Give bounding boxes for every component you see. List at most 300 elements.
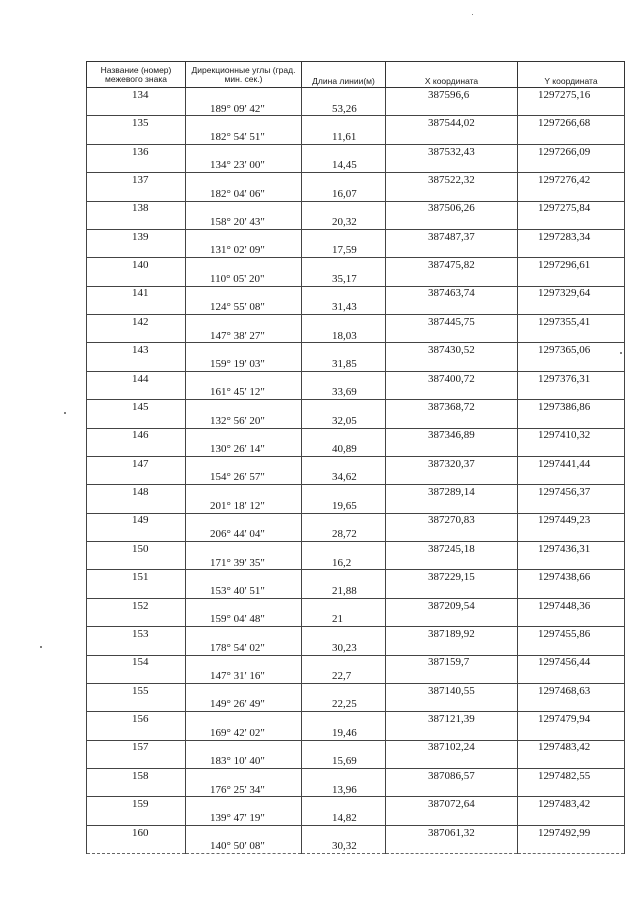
scan-speck — [472, 14, 473, 15]
empty-angle-cell — [186, 400, 302, 414]
segment-row — [87, 272, 625, 286]
empty-y-cell — [518, 669, 625, 683]
segment-row — [87, 527, 625, 541]
x-coordinate: 387487,37 — [386, 229, 518, 243]
empty-length-cell — [302, 570, 386, 584]
point-number: 141 — [87, 286, 186, 300]
empty-angle-cell — [186, 598, 302, 612]
segment-row — [87, 669, 625, 683]
point-row — [87, 485, 625, 499]
point-row — [87, 769, 625, 783]
point-number: 137 — [87, 173, 186, 187]
direction-angle: 178° 54' 02" — [186, 641, 302, 655]
empty-angle-cell — [186, 570, 302, 584]
point-row — [87, 570, 625, 584]
point-row — [87, 456, 625, 470]
empty-angle-cell — [186, 371, 302, 385]
segment-row — [87, 329, 625, 343]
line-length: 16,2 — [302, 556, 386, 570]
point-row — [87, 371, 625, 385]
segment-row — [87, 442, 625, 456]
line-length: 32,05 — [302, 414, 386, 428]
empty-y-cell — [518, 783, 625, 797]
line-length: 34,62 — [302, 471, 386, 485]
direction-angle: 132° 56' 20" — [186, 414, 302, 428]
empty-length-cell — [302, 343, 386, 357]
empty-angle-cell — [186, 797, 302, 811]
empty-length-cell — [302, 542, 386, 556]
line-length: 19,65 — [302, 499, 386, 513]
point-row — [87, 144, 625, 158]
segment-row — [87, 414, 625, 428]
empty-name-cell — [87, 669, 186, 683]
header-length: Длина линии(м) — [302, 62, 386, 88]
point-number: 150 — [87, 542, 186, 556]
empty-x-cell — [386, 471, 518, 485]
segment-row — [87, 158, 625, 172]
empty-angle-cell — [186, 712, 302, 726]
empty-length-cell — [302, 315, 386, 329]
segment-row — [87, 641, 625, 655]
empty-angle-cell — [186, 144, 302, 158]
empty-y-cell — [518, 158, 625, 172]
empty-angle-cell — [186, 229, 302, 243]
empty-y-cell — [518, 300, 625, 314]
empty-name-cell — [87, 726, 186, 740]
line-length: 16,07 — [302, 187, 386, 201]
empty-y-cell — [518, 102, 625, 116]
point-row — [87, 598, 625, 612]
x-coordinate: 387209,54 — [386, 598, 518, 612]
empty-name-cell — [87, 471, 186, 485]
point-number: 147 — [87, 456, 186, 470]
x-coordinate: 387544,02 — [386, 116, 518, 130]
empty-x-cell — [386, 385, 518, 399]
direction-angle: 147° 31' 16" — [186, 669, 302, 683]
line-length: 30,32 — [302, 839, 386, 853]
empty-name-cell — [87, 244, 186, 258]
point-number: 160 — [87, 825, 186, 839]
empty-angle-cell — [186, 485, 302, 499]
y-coordinate: 1297482,55 — [518, 769, 625, 783]
direction-angle: 154° 26' 57" — [186, 471, 302, 485]
direction-angle: 182° 04' 06" — [186, 187, 302, 201]
line-length: 21,88 — [302, 584, 386, 598]
empty-y-cell — [518, 187, 625, 201]
empty-x-cell — [386, 329, 518, 343]
empty-name-cell — [87, 584, 186, 598]
point-number: 135 — [87, 116, 186, 130]
point-row — [87, 173, 625, 187]
point-number: 144 — [87, 371, 186, 385]
point-row — [87, 229, 625, 243]
y-coordinate: 1297355,41 — [518, 315, 625, 329]
empty-x-cell — [386, 669, 518, 683]
empty-angle-cell — [186, 258, 302, 272]
x-coordinate: 387061,32 — [386, 825, 518, 839]
direction-angle: 130° 26' 14" — [186, 442, 302, 456]
direction-angle: 158° 20' 43" — [186, 215, 302, 229]
x-coordinate: 387596,6 — [386, 88, 518, 102]
empty-y-cell — [518, 726, 625, 740]
direction-angle: 161° 45' 12" — [186, 385, 302, 399]
empty-x-cell — [386, 102, 518, 116]
empty-name-cell — [87, 556, 186, 570]
empty-name-cell — [87, 612, 186, 626]
x-coordinate: 387368,72 — [386, 400, 518, 414]
point-number: 138 — [87, 201, 186, 215]
direction-angle: 153° 40' 51" — [186, 584, 302, 598]
empty-name-cell — [87, 641, 186, 655]
empty-name-cell — [87, 499, 186, 513]
segment-row — [87, 839, 625, 853]
x-coordinate: 387445,75 — [386, 315, 518, 329]
y-coordinate: 1297283,34 — [518, 229, 625, 243]
direction-angle: 139° 47' 19" — [186, 811, 302, 825]
empty-x-cell — [386, 442, 518, 456]
line-length: 15,69 — [302, 754, 386, 768]
empty-name-cell — [87, 442, 186, 456]
empty-name-cell — [87, 385, 186, 399]
empty-x-cell — [386, 187, 518, 201]
empty-y-cell — [518, 641, 625, 655]
empty-x-cell — [386, 300, 518, 314]
line-length: 40,89 — [302, 442, 386, 456]
point-number: 151 — [87, 570, 186, 584]
empty-angle-cell — [186, 655, 302, 669]
empty-angle-cell — [186, 315, 302, 329]
empty-length-cell — [302, 598, 386, 612]
point-number: 136 — [87, 144, 186, 158]
y-coordinate: 1297410,32 — [518, 428, 625, 442]
empty-length-cell — [302, 371, 386, 385]
empty-x-cell — [386, 244, 518, 258]
point-row — [87, 428, 625, 442]
empty-angle-cell — [186, 825, 302, 839]
x-coordinate: 387159,7 — [386, 655, 518, 669]
empty-angle-cell — [186, 740, 302, 754]
x-coordinate: 387072,64 — [386, 797, 518, 811]
x-coordinate: 387245,18 — [386, 542, 518, 556]
direction-angle: 206° 44' 04" — [186, 527, 302, 541]
line-length: 17,59 — [302, 244, 386, 258]
header-x: X координата — [386, 62, 518, 88]
empty-y-cell — [518, 612, 625, 626]
point-number: 140 — [87, 258, 186, 272]
line-length: 14,45 — [302, 158, 386, 172]
empty-x-cell — [386, 215, 518, 229]
empty-angle-cell — [186, 456, 302, 470]
empty-x-cell — [386, 499, 518, 513]
empty-length-cell — [302, 627, 386, 641]
empty-length-cell — [302, 769, 386, 783]
empty-length-cell — [302, 229, 386, 243]
point-row — [87, 116, 625, 130]
empty-x-cell — [386, 584, 518, 598]
empty-angle-cell — [186, 201, 302, 215]
empty-name-cell — [87, 783, 186, 797]
point-row — [87, 655, 625, 669]
y-coordinate: 1297483,42 — [518, 797, 625, 811]
segment-row — [87, 215, 625, 229]
x-coordinate: 387320,37 — [386, 456, 518, 470]
point-number: 154 — [87, 655, 186, 669]
empty-length-cell — [302, 286, 386, 300]
point-row — [87, 627, 625, 641]
empty-x-cell — [386, 783, 518, 797]
direction-angle: 169° 42' 02" — [186, 726, 302, 740]
empty-angle-cell — [186, 683, 302, 697]
empty-angle-cell — [186, 88, 302, 102]
point-number: 156 — [87, 712, 186, 726]
point-row — [87, 258, 625, 272]
point-row — [87, 88, 625, 102]
empty-length-cell — [302, 258, 386, 272]
point-row — [87, 201, 625, 215]
empty-name-cell — [87, 187, 186, 201]
empty-name-cell — [87, 102, 186, 116]
empty-length-cell — [302, 712, 386, 726]
segment-row — [87, 244, 625, 258]
empty-angle-cell — [186, 769, 302, 783]
line-length: 30,23 — [302, 641, 386, 655]
x-coordinate: 387430,52 — [386, 343, 518, 357]
empty-y-cell — [518, 527, 625, 541]
empty-angle-cell — [186, 286, 302, 300]
empty-x-cell — [386, 130, 518, 144]
y-coordinate: 1297275,84 — [518, 201, 625, 215]
point-number: 152 — [87, 598, 186, 612]
y-coordinate: 1297329,64 — [518, 286, 625, 300]
empty-y-cell — [518, 357, 625, 371]
y-coordinate: 1297276,42 — [518, 173, 625, 187]
y-coordinate: 1297448,36 — [518, 598, 625, 612]
empty-x-cell — [386, 698, 518, 712]
empty-y-cell — [518, 272, 625, 286]
table-header — [87, 62, 625, 88]
header-y: Y координата — [518, 62, 625, 88]
segment-row — [87, 471, 625, 485]
empty-y-cell — [518, 698, 625, 712]
line-length: 20,32 — [302, 215, 386, 229]
point-number: 155 — [87, 683, 186, 697]
empty-name-cell — [87, 811, 186, 825]
segment-row — [87, 499, 625, 513]
empty-x-cell — [386, 839, 518, 853]
empty-y-cell — [518, 499, 625, 513]
direction-angle: 124° 55' 08" — [186, 300, 302, 314]
empty-length-cell — [302, 428, 386, 442]
direction-angle: 182° 54' 51" — [186, 130, 302, 144]
empty-x-cell — [386, 811, 518, 825]
scan-speck — [40, 646, 42, 648]
y-coordinate: 1297296,61 — [518, 258, 625, 272]
point-number: 142 — [87, 315, 186, 329]
empty-name-cell — [87, 300, 186, 314]
empty-length-cell — [302, 655, 386, 669]
point-number: 159 — [87, 797, 186, 811]
x-coordinate: 387229,15 — [386, 570, 518, 584]
empty-x-cell — [386, 641, 518, 655]
empty-x-cell — [386, 357, 518, 371]
empty-y-cell — [518, 556, 625, 570]
empty-y-cell — [518, 130, 625, 144]
point-row — [87, 740, 625, 754]
y-coordinate: 1297483,42 — [518, 740, 625, 754]
y-coordinate: 1297479,94 — [518, 712, 625, 726]
empty-name-cell — [87, 272, 186, 286]
empty-name-cell — [87, 414, 186, 428]
direction-angle: 147° 38' 27" — [186, 329, 302, 343]
empty-length-cell — [302, 201, 386, 215]
y-coordinate: 1297449,23 — [518, 513, 625, 527]
direction-angle: 110° 05' 20" — [186, 272, 302, 286]
x-coordinate: 387086,57 — [386, 769, 518, 783]
empty-name-cell — [87, 527, 186, 541]
empty-length-cell — [302, 88, 386, 102]
segment-row — [87, 102, 625, 116]
empty-y-cell — [518, 584, 625, 598]
segment-row — [87, 187, 625, 201]
segment-row — [87, 584, 625, 598]
empty-angle-cell — [186, 173, 302, 187]
scan-speck — [620, 352, 622, 354]
segment-row — [87, 612, 625, 626]
direction-angle: 140° 50' 08" — [186, 839, 302, 853]
y-coordinate: 1297436,31 — [518, 542, 625, 556]
direction-angle: 201° 18' 12" — [186, 499, 302, 513]
empty-angle-cell — [186, 513, 302, 527]
y-coordinate: 1297365,06 — [518, 343, 625, 357]
x-coordinate: 387506,26 — [386, 201, 518, 215]
empty-x-cell — [386, 414, 518, 428]
segment-row — [87, 783, 625, 797]
line-length: 22,7 — [302, 669, 386, 683]
direction-angle: 171° 39' 35" — [186, 556, 302, 570]
point-number: 134 — [87, 88, 186, 102]
x-coordinate: 387346,89 — [386, 428, 518, 442]
segment-row — [87, 385, 625, 399]
x-coordinate: 387102,24 — [386, 740, 518, 754]
point-row — [87, 683, 625, 697]
segment-row — [87, 811, 625, 825]
empty-angle-cell — [186, 627, 302, 641]
empty-length-cell — [302, 144, 386, 158]
x-coordinate: 387522,32 — [386, 173, 518, 187]
point-row — [87, 315, 625, 329]
scan-speck — [64, 412, 66, 414]
empty-y-cell — [518, 215, 625, 229]
empty-x-cell — [386, 272, 518, 286]
line-length: 31,43 — [302, 300, 386, 314]
y-coordinate: 1297266,68 — [518, 116, 625, 130]
x-coordinate: 387289,14 — [386, 485, 518, 499]
x-coordinate: 387463,74 — [386, 286, 518, 300]
y-coordinate: 1297456,37 — [518, 485, 625, 499]
line-length: 28,72 — [302, 527, 386, 541]
empty-length-cell — [302, 740, 386, 754]
empty-y-cell — [518, 811, 625, 825]
point-row — [87, 542, 625, 556]
empty-y-cell — [518, 754, 625, 768]
line-length: 53,26 — [302, 102, 386, 116]
empty-length-cell — [302, 116, 386, 130]
point-row — [87, 400, 625, 414]
y-coordinate: 1297266,09 — [518, 144, 625, 158]
header-row — [87, 62, 625, 88]
segment-row — [87, 754, 625, 768]
empty-angle-cell — [186, 428, 302, 442]
y-coordinate: 1297455,86 — [518, 627, 625, 641]
header-name: Название (номер) межевого знака — [87, 62, 186, 88]
y-coordinate: 1297438,66 — [518, 570, 625, 584]
line-length: 31,85 — [302, 357, 386, 371]
empty-name-cell — [87, 130, 186, 144]
empty-angle-cell — [186, 542, 302, 556]
empty-name-cell — [87, 158, 186, 172]
x-coordinate: 387189,92 — [386, 627, 518, 641]
empty-x-cell — [386, 754, 518, 768]
direction-angle: 149° 26' 49" — [186, 698, 302, 712]
segment-row — [87, 698, 625, 712]
empty-x-cell — [386, 726, 518, 740]
x-coordinate: 387121,39 — [386, 712, 518, 726]
x-coordinate: 387475,82 — [386, 258, 518, 272]
point-row — [87, 712, 625, 726]
line-length: 14,82 — [302, 811, 386, 825]
point-number: 143 — [87, 343, 186, 357]
x-coordinate: 387532,43 — [386, 144, 518, 158]
y-coordinate: 1297386,86 — [518, 400, 625, 414]
direction-angle: 189° 09' 42" — [186, 102, 302, 116]
direction-angle: 183° 10' 40" — [186, 754, 302, 768]
empty-length-cell — [302, 173, 386, 187]
table-body — [87, 88, 625, 854]
segment-row — [87, 556, 625, 570]
segment-row — [87, 726, 625, 740]
empty-name-cell — [87, 698, 186, 712]
point-row — [87, 513, 625, 527]
empty-name-cell — [87, 357, 186, 371]
direction-angle: 159° 04' 48" — [186, 612, 302, 626]
direction-angle: 131° 02' 09" — [186, 244, 302, 258]
point-number: 146 — [87, 428, 186, 442]
empty-y-cell — [518, 244, 625, 258]
empty-length-cell — [302, 400, 386, 414]
empty-length-cell — [302, 485, 386, 499]
empty-angle-cell — [186, 343, 302, 357]
empty-y-cell — [518, 471, 625, 485]
y-coordinate: 1297468,63 — [518, 683, 625, 697]
point-row — [87, 825, 625, 839]
empty-name-cell — [87, 839, 186, 853]
empty-angle-cell — [186, 116, 302, 130]
empty-x-cell — [386, 158, 518, 172]
direction-angle: 176° 25' 34" — [186, 783, 302, 797]
empty-length-cell — [302, 797, 386, 811]
empty-x-cell — [386, 556, 518, 570]
empty-name-cell — [87, 329, 186, 343]
line-length: 11,61 — [302, 130, 386, 144]
empty-x-cell — [386, 527, 518, 541]
coordinates-table — [86, 61, 625, 854]
empty-y-cell — [518, 414, 625, 428]
point-row — [87, 343, 625, 357]
point-number: 145 — [87, 400, 186, 414]
segment-row — [87, 130, 625, 144]
x-coordinate: 387140,55 — [386, 683, 518, 697]
empty-length-cell — [302, 683, 386, 697]
